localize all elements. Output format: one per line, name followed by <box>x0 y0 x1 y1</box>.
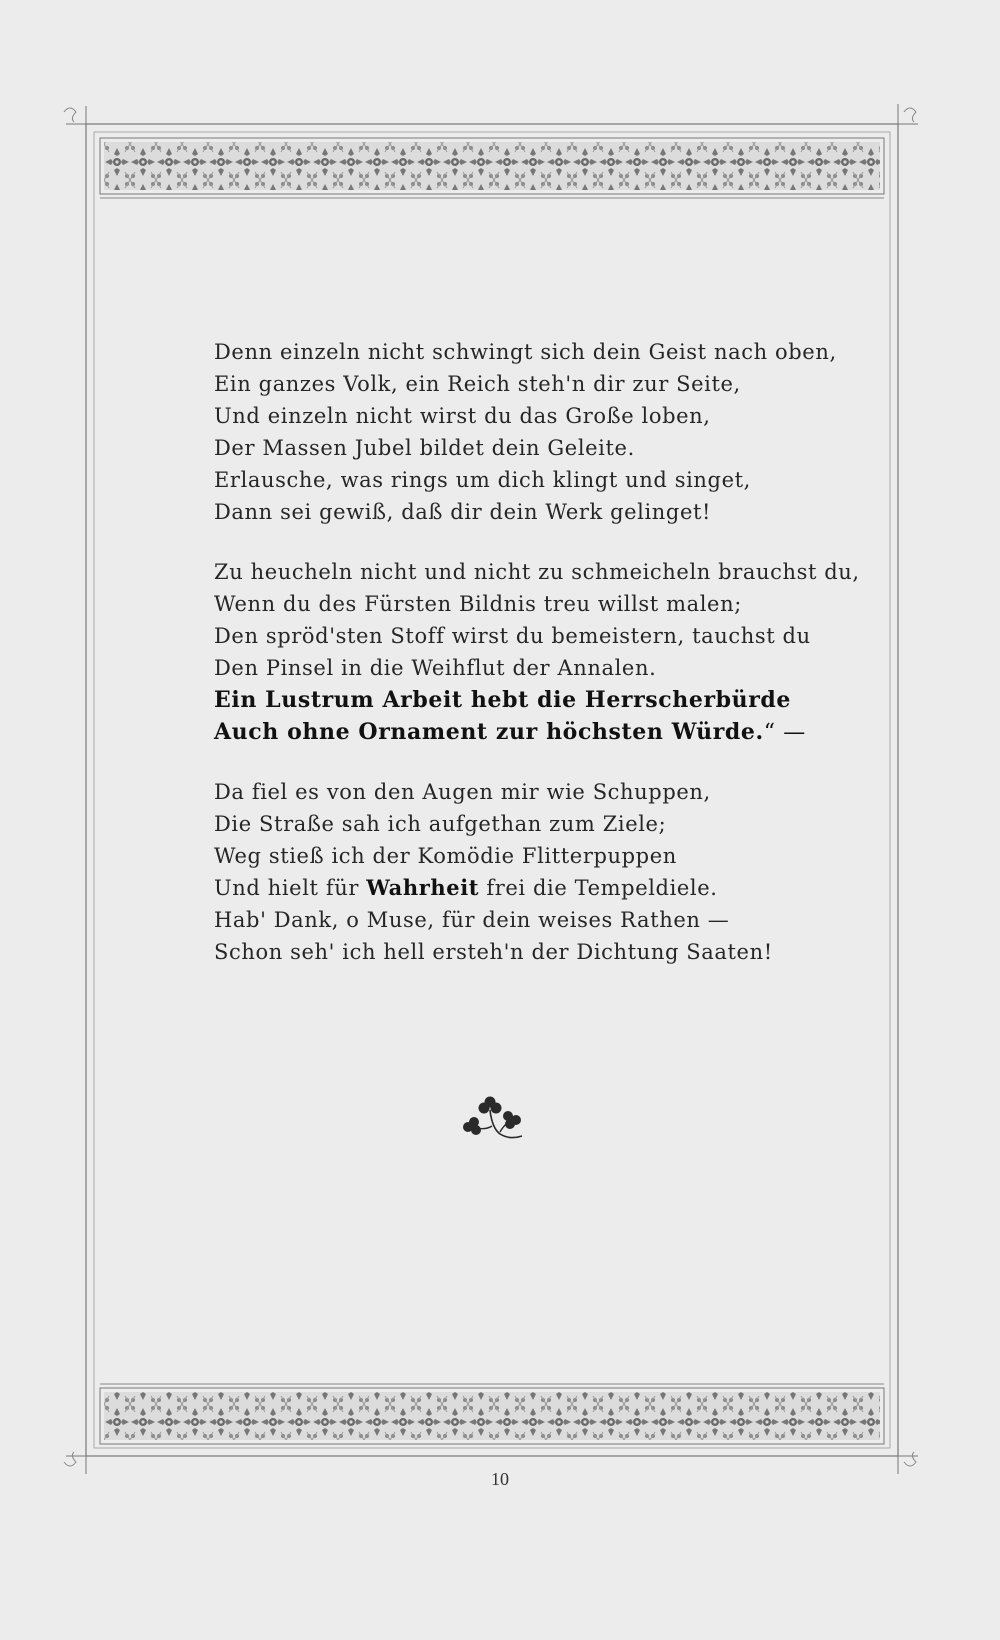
verse-line: Die Straße sah ich aufgethan zum Ziele; <box>214 812 667 836</box>
verse-text: Und hielt für <box>214 876 367 900</box>
bottom-ornament-band <box>100 1384 884 1444</box>
verse-line: Und einzeln nicht wirst du das Große loben, <box>214 404 711 428</box>
poem <box>214 336 860 996</box>
verse-line: Den Pinsel in die Weihflut der Annalen. <box>214 656 657 680</box>
page-number: 10 <box>491 1469 509 1489</box>
closing-quote-dash: “ — <box>763 720 806 745</box>
verse-line-bold: Ein Lustrum Arbeit hebt die Herrscherbürde <box>214 687 792 713</box>
verse-line <box>214 872 774 904</box>
verse-line: Wenn du des Fürsten Bildnis treu willst malen; <box>214 592 742 616</box>
stanza-1 <box>214 336 837 528</box>
verse-text: frei die Tempeldiele. <box>479 876 718 900</box>
verse-line: Zu heucheln nicht und nicht zu schmeicheln brauchst du, <box>214 560 860 584</box>
verse-line: Erlausche, was rings um dich klingt und singet, <box>214 468 751 492</box>
top-ornament-band <box>100 138 884 198</box>
verse-line: Der Massen Jubel bildet dein Geleite. <box>214 436 635 460</box>
verse-line: Ein ganzes Volk, ein Reich steh'n dir zur Seite, <box>214 372 741 396</box>
verse-line: Dann sei gewiß, daß dir dein Werk gelinget! <box>214 500 712 524</box>
verse-line: Den spröd'sten Stoff wirst du bemeistern, tauchst du <box>214 624 811 648</box>
verse-text: Auch ohne Ornament zur höchsten Würde. <box>214 719 764 745</box>
clover-vignette-icon <box>463 1097 522 1138</box>
verse-line: Denn einzeln nicht schwingt sich dein Geist nach oben, <box>214 340 837 364</box>
verse-line-bold <box>214 716 806 748</box>
verse-line: Schon seh' ich hell ersteh'n der Dichtung Saaten! <box>214 940 773 964</box>
verse-line: Hab' Dank, o Muse, für dein weises Rathen — <box>214 908 730 932</box>
stanza-2 <box>214 556 860 748</box>
verse-line: Weg stieß ich der Komödie Flitterpuppen <box>214 844 677 868</box>
emphasized-word: Wahrheit <box>366 875 480 900</box>
stanza-3 <box>214 776 774 968</box>
verse-line: Da fiel es von den Augen mir wie Schuppen, <box>214 780 711 804</box>
